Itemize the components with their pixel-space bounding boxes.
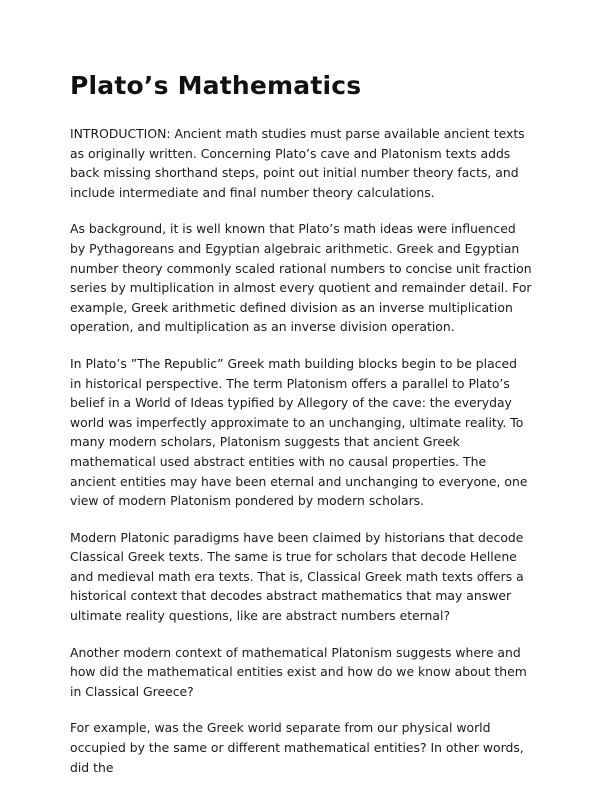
paragraph-background: As background, it is well known that Plato’s math ideas were influenced by Pythagoreans and Egyptian algebraic arithmetic. Greek and Egyptian number theory commonly scaled rational numbers to concise unit fraction series by multiplication in almost every quotient and remainder detail. For example, Greek arithmetic defined division as an inverse multiplication operation, and multiplication as an inverse division operation. bbox=[70, 221, 532, 335]
paragraph-introduction: INTRODUCTION: Ancient math studies must parse available ancient texts as originally written. Concerning Plato’s cave and Platonism texts adds back missing shorthand steps, point out initial number theory facts, and include intermediate and final number theory calculations. bbox=[70, 126, 525, 200]
document-page bbox=[70, 70, 532, 794]
paragraph-republic: In Plato’s ”The Republic” Greek math building blocks begin to be placed in historical perspective. The term Platonism offers a parallel to Plato’s belief in a World of Ideas typified by Allegory of the cave: the everyday world was imperfectly approximate to an unchanging, ultimate reality. To many modern scholars, Platonism suggests that ancient Greek mathematical used abstract entities with no causal properties. The ancient entities may have been eternal and unchanging to everyone, one view of modern Platonism pondered by modern scholars. bbox=[70, 355, 528, 509]
paragraph-modern-paradigms: Modern Platonic paradigms have been claimed by historians that decode Classical Greek texts. The same is true for scholars that decode Hellene and medieval math era texts. That is, Classical Greek math texts offers a historical context that decodes abstract mathematics that may answer ultimate reality questions, like are abstract numbers eternal? bbox=[70, 529, 524, 624]
paragraph-example: For example, was the Greek world separate from our physical world occupied by the same or different mathematical entities? In other words, did the bbox=[70, 720, 524, 775]
document-title: Plato’s Mathematics bbox=[70, 71, 362, 100]
paragraph-modern-context: Another modern context of mathematical Platonism suggests where and how did the mathematical entities exist and how do we know about them in Classical Greece? bbox=[70, 644, 527, 699]
